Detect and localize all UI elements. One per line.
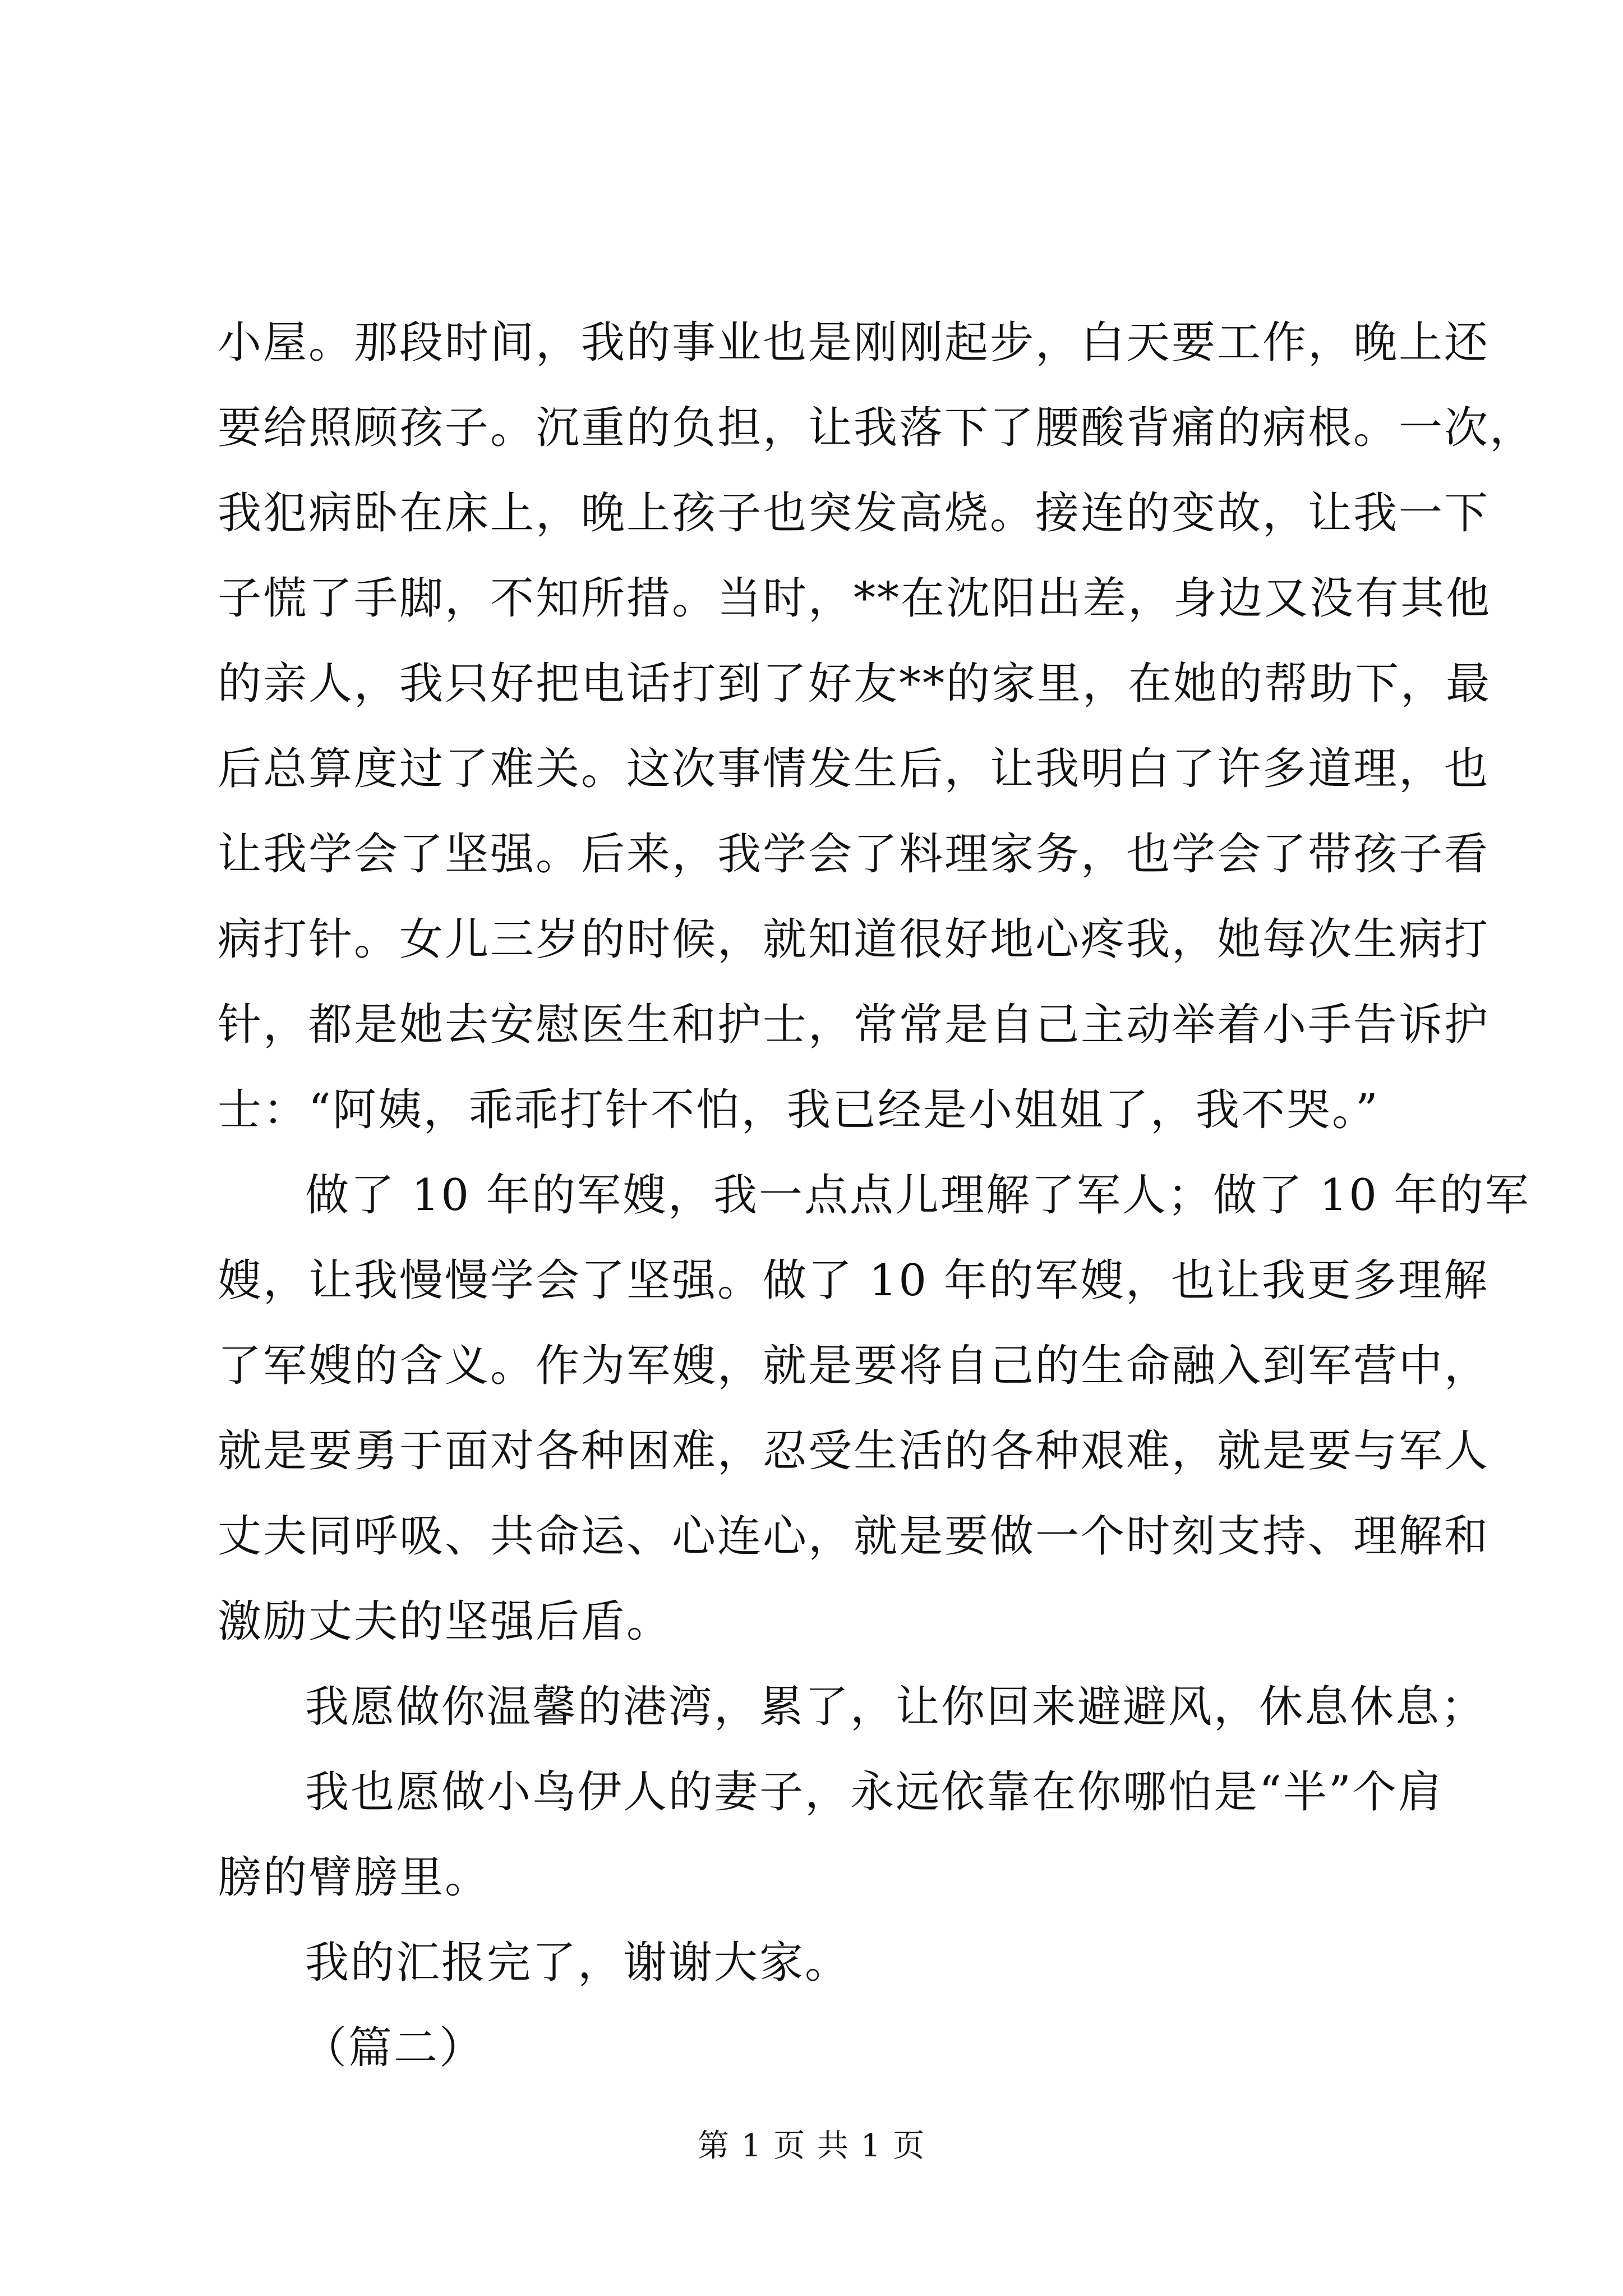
text-line: 我犯病卧在床上，晚上孩子也突发高烧。接连的变故，让我一下 [218,488,1490,539]
page-footer: 第 1 页 共 1 页 [697,2128,926,2164]
paragraph-4 [218,1750,1444,1920]
text-line: 了军嫂的含义。作为军嫂，就是要将自己的生命融入到军营中， [218,1341,1490,1391]
paragraph-5 [218,1920,1429,2005]
section-heading [218,2005,1429,2091]
section-title: （篇二） [303,2023,485,2073]
text-line: 膀的臂膀里。 [218,1852,491,1903]
text-line: 子慌了手脚，不知所措。当时，**在沈阳出差，身边又没有其他 [218,573,1492,624]
text-line: 让我学会了坚强。后来，我学会了料理家务，也学会了带孩子看 [218,829,1490,880]
text-line: 嫂，让我慢慢学会了坚强。做了 10 年的军嫂，也让我更多理解 [218,1255,1489,1306]
text-line: 做了 10 年的军嫂，我一点点儿理解了军人；做了 10 年的军 [305,1170,1530,1221]
text-line: 针，都是她去安慰医生和护士，常常是自己主动举着小手告诉护 [218,1000,1490,1050]
text-line: 就是要勇于面对各种困难，忍受生活的各种艰难，就是要与军人 [218,1426,1490,1476]
document-body [218,300,1536,2091]
text-line: 要给照顾孩子。沉重的负担，让我落下了腰酸背痛的病根。一次， [218,403,1536,453]
text-line: 我也愿做小鸟伊人的妻子，永远依靠在你哪怕是“半”个肩 [305,1767,1444,1818]
text-line: 丈夫同呼吸、共命运、心连心，就是要做一个时刻支持、理解和 [218,1511,1490,1562]
text-line: 我愿做你温馨的港湾，累了，让你回来避避风，休息休息； [305,1682,1487,1732]
text-line: 病打针。女儿三岁的时候，就知道很好地心疼我，她每次生病打 [218,914,1490,965]
paragraph-1 [218,300,1536,1153]
paragraph-3 [218,1664,1487,1750]
text-line: 士：“阿姨，乖乖打针不怕，我已经是小姐姐了，我不哭。” [218,1085,1380,1135]
text-line: 小屋。那段时间，我的事业也是刚刚起步，白天要工作，晚上还 [218,318,1490,368]
text-line: 我的汇报完了，谢谢大家。 [305,1938,851,1988]
text-line: 的亲人，我只好把电话打到了好友**的家里，在她的帮助下，最 [218,659,1492,709]
text-line: 后总算度过了难关。这次事情发生后，让我明白了许多道理，也 [218,744,1490,794]
text-line: 激励丈夫的坚强后盾。 [218,1596,672,1647]
paragraph-2 [218,1153,1530,1664]
